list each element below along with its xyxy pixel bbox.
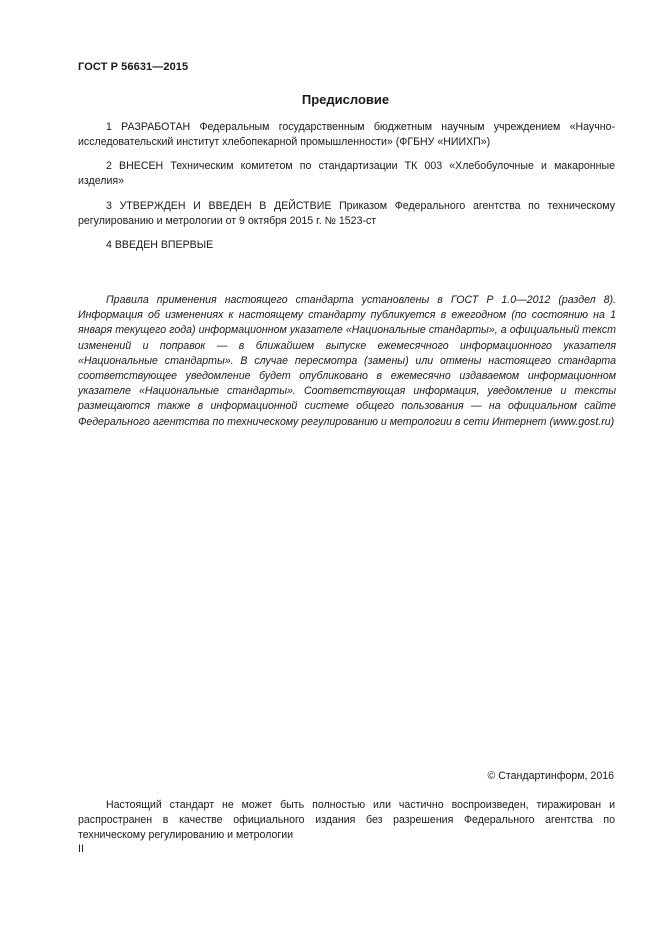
preface-item-developed: 1 РАЗРАБОТАН Федеральным государственным бюджетным научным учреждением «Научно-исследовательский институт хлебопекарной промышленности» (ФГБНУ «НИИХП») (78, 121, 615, 148)
preface-title: Предисловие (301, 92, 390, 107)
reproduction-notice: Настоящий стандарт не может быть полностью или частично воспроизведен, тиражирован и распространен в качестве официального издания без разрешения Федерального агентства по техническому регулированию и метрологии (78, 799, 615, 841)
standard-rules-notice: Правила применения настоящего стандарта установлены в ГОСТ Р 1.0—2012 (раздел 8). Информация об изменениях к настоящему стандарту публикуется в ежегодном (по состоянию на 1 января текущего года) информационном указателе «Национальные стандарты», а официальный текст изменений и поправок — в ближайшем выпуске ежемесячного информационного указателя «Национальные стандарты». В случае пересмотра (замены) или отмены настоящего стандарта соответствующее уведомление будет опубликовано в ежемесячно издаваемом информационном указателе «Национальные стандарты». Соответствующая информация, уведомление и тексты размещаются также в информационной системе общего пользования — на официальном сайте Федерального агентства по техническому регулированию и метрологии в сети Интернет (www.gost.ru) (78, 294, 616, 428)
preface-item-first-introduced: 4 ВВЕДЕН ВПЕРВЫЕ (106, 239, 214, 251)
preface-item-introduced: 2 ВНЕСЕН Техническим комитетом по стандартизации ТК 003 «Хлебобулочные и макаронные изделия» (78, 160, 615, 187)
copyright-line: © Стандартинформ, 2016 (487, 770, 614, 782)
preface-item-approved: 3 УТВЕРЖДЕН И ВВЕДЕН В ДЕЙСТВИЕ Приказом Федерального агентства по техническому регулированию и метрологии от 9 октября 2015 г. № 1523-ст (78, 200, 615, 227)
page-number: II (78, 843, 84, 855)
document-code: ГОСТ Р 56631—2015 (78, 61, 189, 73)
